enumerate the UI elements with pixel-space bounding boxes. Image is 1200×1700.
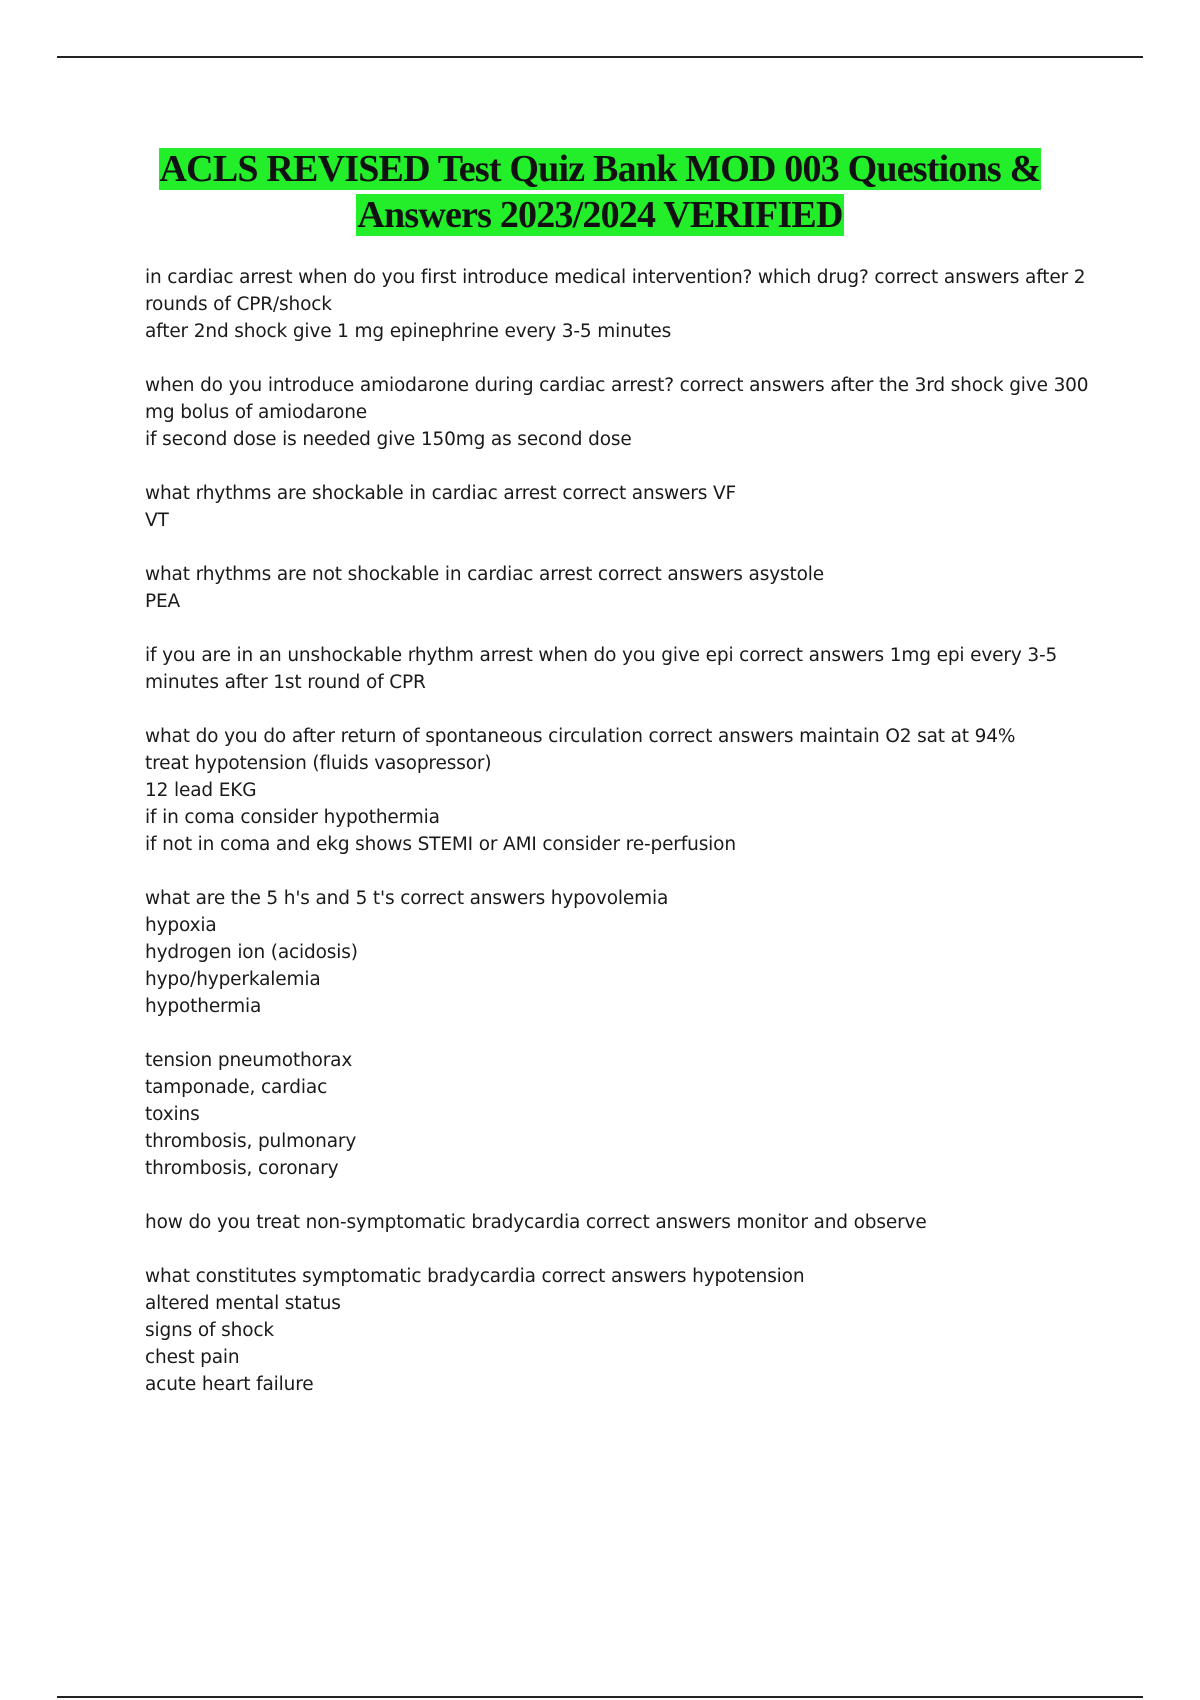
qa-line: PEA [145,591,181,612]
qa-line: what rhythms are not shockable in cardiac arrest correct answers asystole [145,564,824,585]
qa-line: chest pain [145,1347,240,1368]
qa-line: 12 lead EKG [145,780,257,801]
qa-item [145,885,1090,1020]
qa-item [145,723,1090,858]
qa-line: toxins [145,1104,200,1125]
qa-item [145,1263,1090,1398]
qa-line: altered mental status [145,1293,341,1314]
qa-item [145,372,1090,453]
qa-line: what are the 5 h's and 5 t's correct answers hypovolemia [145,888,669,909]
qa-line: if you are in an unshockable rhythm arrest when do you give epi correct answers 1mg epi every 3-5 minutes after 1st round of CPR [145,645,1058,693]
top-rule [57,56,1143,58]
qa-line: hypothermia [145,996,262,1017]
qa-item [145,1047,1090,1182]
qa-line: after 2nd shock give 1 mg epinephrine every 3-5 minutes [145,321,672,342]
qa-item [145,480,1090,534]
qa-line: how do you treat non-symptomatic bradycardia correct answers monitor and observe [145,1212,927,1233]
qa-line: if in coma consider hypothermia [145,807,440,828]
qa-line: acute heart failure [145,1374,314,1395]
qa-line: if not in coma and ekg shows STEMI or AMI consider re-perfusion [145,834,736,855]
bottom-rule [57,1696,1143,1698]
qa-line: hypo/hyperkalemia [145,969,321,990]
qa-line: tamponade, cardiac [145,1077,328,1098]
document-title [100,146,1100,238]
qa-line: if second dose is needed give 150mg as second dose [145,429,632,450]
qa-line: thrombosis, coronary [145,1158,339,1179]
qa-list [145,264,1090,1425]
qa-item [145,264,1090,345]
qa-line: hypoxia [145,915,217,936]
qa-line: in cardiac arrest when do you first introduce medical intervention? which drug? correct answers after 2 rounds of CPR/shock [145,267,1086,315]
qa-line: what rhythms are shockable in cardiac arrest correct answers VF [145,483,736,504]
qa-item [145,561,1090,615]
qa-line: what do you do after return of spontaneous circulation correct answers maintain O2 sat at 94% [145,726,1016,747]
qa-line: signs of shock [145,1320,274,1341]
qa-line: tension pneumothorax [145,1050,353,1071]
qa-line: treat hypotension (fluids vasopressor) [145,753,492,774]
qa-item [145,642,1090,696]
qa-item [145,1209,1090,1236]
qa-line: what constitutes symptomatic bradycardia correct answers hypotension [145,1266,805,1287]
title-highlight: ACLS REVISED Test Quiz Bank MOD 003 Questions & Answers 2023/2024 VERIFIED [159,148,1041,236]
qa-line: when do you introduce amiodarone during cardiac arrest? correct answers after the 3rd shock give 300 mg bolus of amiodarone [145,375,1089,423]
qa-line: VT [145,510,169,531]
qa-line: hydrogen ion (acidosis) [145,942,358,963]
qa-line: thrombosis, pulmonary [145,1131,357,1152]
